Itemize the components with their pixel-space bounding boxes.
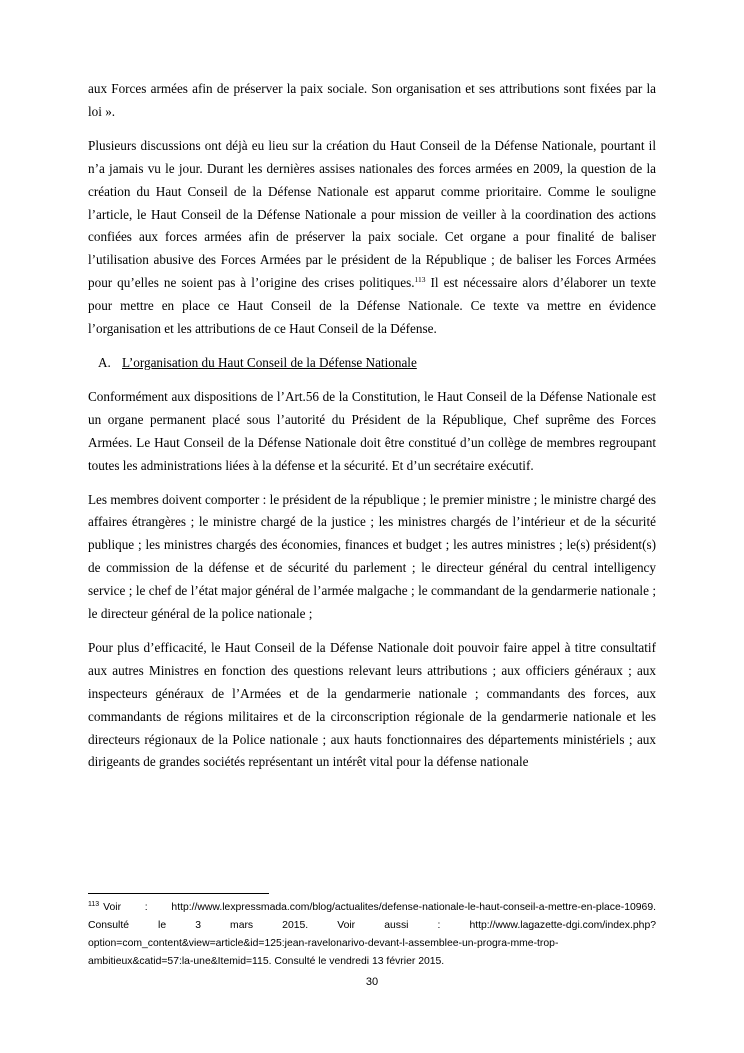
paragraph-2-text-a: Plusieurs discussions ont déjà eu lieu sur la création du Haut Conseil de la Défense Nationale, pourtant il n’a jamais vu le jour. Durant les dernières assises nationales des forces armées en 2009, la question de la création du Haut Conseil de la Défense Nationale est apparut comme prioritaire. Comme le souligne l’article, le Haut Conseil de la Défense Nationale a pour mission de veiller à la coordination des actions confiées aux forces armées afin de préserver la paix sociale. Cet organe a pour finalité de baliser l’utilisation abusive des Forces Armées par le président de la République ; de baliser les Forces Armées pour qu’elles ne soient pas à l’origine des crises politiques.	[88, 137, 656, 291]
footnote-reference[interactable]: 113	[414, 275, 426, 285]
footnote	[88, 899, 656, 971]
page-body	[88, 78, 656, 785]
footnote-number: 113	[88, 901, 100, 908]
paragraph-4: Les membres doivent comporter : le président de la république ; le premier ministre ; le ministre chargé des affaires étrangères ; le ministre chargé de la justice ; les ministres chargés de l’intérieur et de la sécurité publique ; les ministres chargés des économies, finances et budget ; les autres ministres ; le(s) président(s) de commission de la défense et de sécurité du parlement ; le directeur général du central intelligency service ; le chef de l’état major général de l’armée malgache ; le commandant de la gendarmerie nationale ; le directeur général de la police nationale ;	[88, 491, 656, 622]
paragraph-3: Conformément aux dispositions de l’Art.56 de la Constitution, le Haut Conseil de la Défense Nationale est un organe permanent placé sous l’autorité du Président de la République, Chef suprême des Forces Armées. Le Haut Conseil de la Défense Nationale doit être constitué d’un collège de membres regroupant toutes les administrations liées à la défense et la sécurité. Et d’un secrétaire exécutif.	[88, 388, 656, 473]
footnote-separator	[88, 893, 269, 894]
section-heading	[98, 352, 656, 375]
paragraph-1: aux Forces armées afin de préserver la paix sociale. Son organisation et ses attributions sont fixées par la loi ».	[88, 81, 656, 119]
paragraph-5: Pour plus d’efficacité, le Haut Conseil de la Défense Nationale doit pouvoir faire appel à titre consultatif aux autres Ministres en fonction des questions relevant leurs attributions ; aux officiers généraux ; aux inspecteurs généraux de l’Armées et de la gendarmerie nationale ; commandants des forces, aux commandants de régions militaires et de la circonscription régionale de la gendarmerie nationale et les directeurs régionaux de la Police nationale ; aux hauts fonctionnaires des départements ministériels ; aux dirigeants de grandes sociétés représentant un intérêt vital pour la défense nationale	[88, 639, 656, 770]
page-number: 30	[365, 976, 379, 988]
section-letter: A.	[98, 354, 111, 370]
paragraph-2	[88, 135, 656, 341]
paragraph-2-text-b: Il est nécessaire alors d’élaborer un texte pour mettre en place ce Haut Conseil de la Défense Nationale. Ce texte va mettre en évidence l’organisation et les attributions de ce Haut Conseil de la Défense.	[88, 275, 656, 337]
footnote-text: Voir : http://www.lexpressmada.com/blog/actualites/defense-nationale-le-haut-conseil-a-mettre-en-place-10969. Consulté le 3 mars 2015. Voir aussi : http://www.lagazette-dgi.com/index.php?option=com_content&view=article&id=125:jean-ravelonarivo-devant-l-assemblee-un-progra-mme-trop-ambitieux&catid=57:la-une&Itemid=115. Consulté le vendredi 13 février 2015.	[88, 902, 656, 967]
section-title: L’organisation du Haut Conseil de la Défense Nationale	[122, 354, 417, 370]
